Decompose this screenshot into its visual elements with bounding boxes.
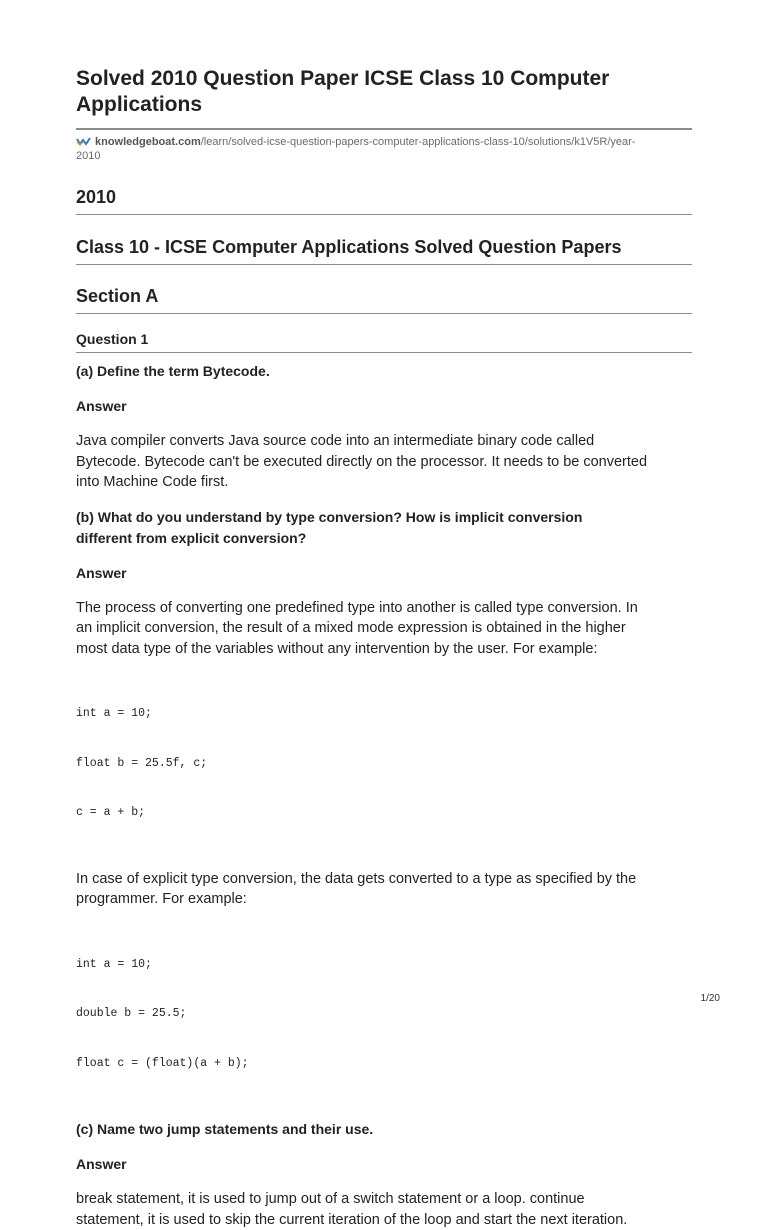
answer-a-line: Bytecode. Bytecode can't be executed directly on the processor. It needs to be converted bbox=[76, 452, 692, 473]
answer-b-line: programmer. For example: bbox=[76, 889, 692, 910]
page-title-line1: Solved 2010 Question Paper ICSE Class 10 Computer bbox=[76, 67, 609, 90]
answer-b-line: In case of explicit type conversion, the data gets converted to a type as specified by the bbox=[76, 869, 692, 890]
series-heading: Class 10 - ICSE Computer Applications Solved Question Papers bbox=[76, 236, 692, 258]
answer-a-label: Answer bbox=[76, 397, 692, 415]
question-c: (c) Name two jump statements and their use. bbox=[76, 1119, 692, 1140]
code-line: double b = 25.5; bbox=[76, 1006, 692, 1023]
section-heading: Section A bbox=[76, 285, 692, 307]
source-path: /learn/solved-icse-question-papers-computer-applications-class-10/solutions/k1V5R/year- bbox=[201, 136, 636, 148]
code-block-explicit bbox=[76, 924, 692, 1106]
answer-c-label: Answer bbox=[76, 1155, 692, 1173]
answer-b-label: Answer bbox=[76, 564, 692, 582]
code-line: c = a + b; bbox=[76, 805, 692, 822]
year-heading: 2010 bbox=[76, 186, 692, 208]
answer-b-line: an implicit conversion, the result of a mixed mode expression is obtained in the higher bbox=[76, 618, 692, 639]
answer-a-line: Java compiler converts Java source code into an intermediate binary code called bbox=[76, 431, 692, 452]
question-divider bbox=[76, 352, 692, 353]
page-title bbox=[76, 66, 692, 118]
code-block-implicit bbox=[76, 673, 692, 855]
answer-a-text bbox=[76, 431, 692, 493]
question-b bbox=[76, 507, 692, 549]
document-page bbox=[76, 66, 692, 1230]
code-line: float c = (float)(a + b); bbox=[76, 1056, 692, 1073]
answer-c-line: break statement, it is used to jump out of a switch statement or a loop. continue bbox=[76, 1189, 692, 1210]
answer-c-line: statement, it is used to skip the current iteration of the loop and start the next iteration. bbox=[76, 1210, 692, 1230]
page-title-line2: Applications bbox=[76, 93, 202, 116]
series-divider bbox=[76, 264, 692, 265]
year-divider bbox=[76, 214, 692, 215]
answer-b-text-explicit bbox=[76, 869, 692, 910]
source-path-continued: 2010 bbox=[76, 150, 100, 162]
answer-b-line: The process of converting one predefined type into another is called type conversion. In bbox=[76, 598, 692, 619]
question-b-line: different from explicit conversion? bbox=[76, 528, 692, 549]
section-divider bbox=[76, 313, 692, 314]
answer-a-line: into Machine Code first. bbox=[76, 472, 692, 493]
code-line: float b = 25.5f, c; bbox=[76, 756, 692, 773]
answer-b-line: most data type of the variables without any intervention by the user. For example: bbox=[76, 639, 692, 660]
question-a: (a) Define the term Bytecode. bbox=[76, 361, 692, 382]
answer-c-text bbox=[76, 1189, 692, 1230]
page-number: 1/20 bbox=[701, 993, 720, 1004]
code-line: int a = 10; bbox=[76, 957, 692, 974]
code-line: int a = 10; bbox=[76, 706, 692, 723]
answer-b-text bbox=[76, 598, 692, 660]
source-domain: knowledgeboat.com bbox=[95, 136, 201, 148]
knowledgeboat-logo-icon bbox=[76, 136, 91, 146]
question-b-line: (b) What do you understand by type conversion? How is implicit conversion bbox=[76, 507, 692, 528]
source-url[interactable] bbox=[76, 135, 692, 163]
question-heading: Question 1 bbox=[76, 330, 692, 348]
title-divider bbox=[76, 128, 692, 130]
